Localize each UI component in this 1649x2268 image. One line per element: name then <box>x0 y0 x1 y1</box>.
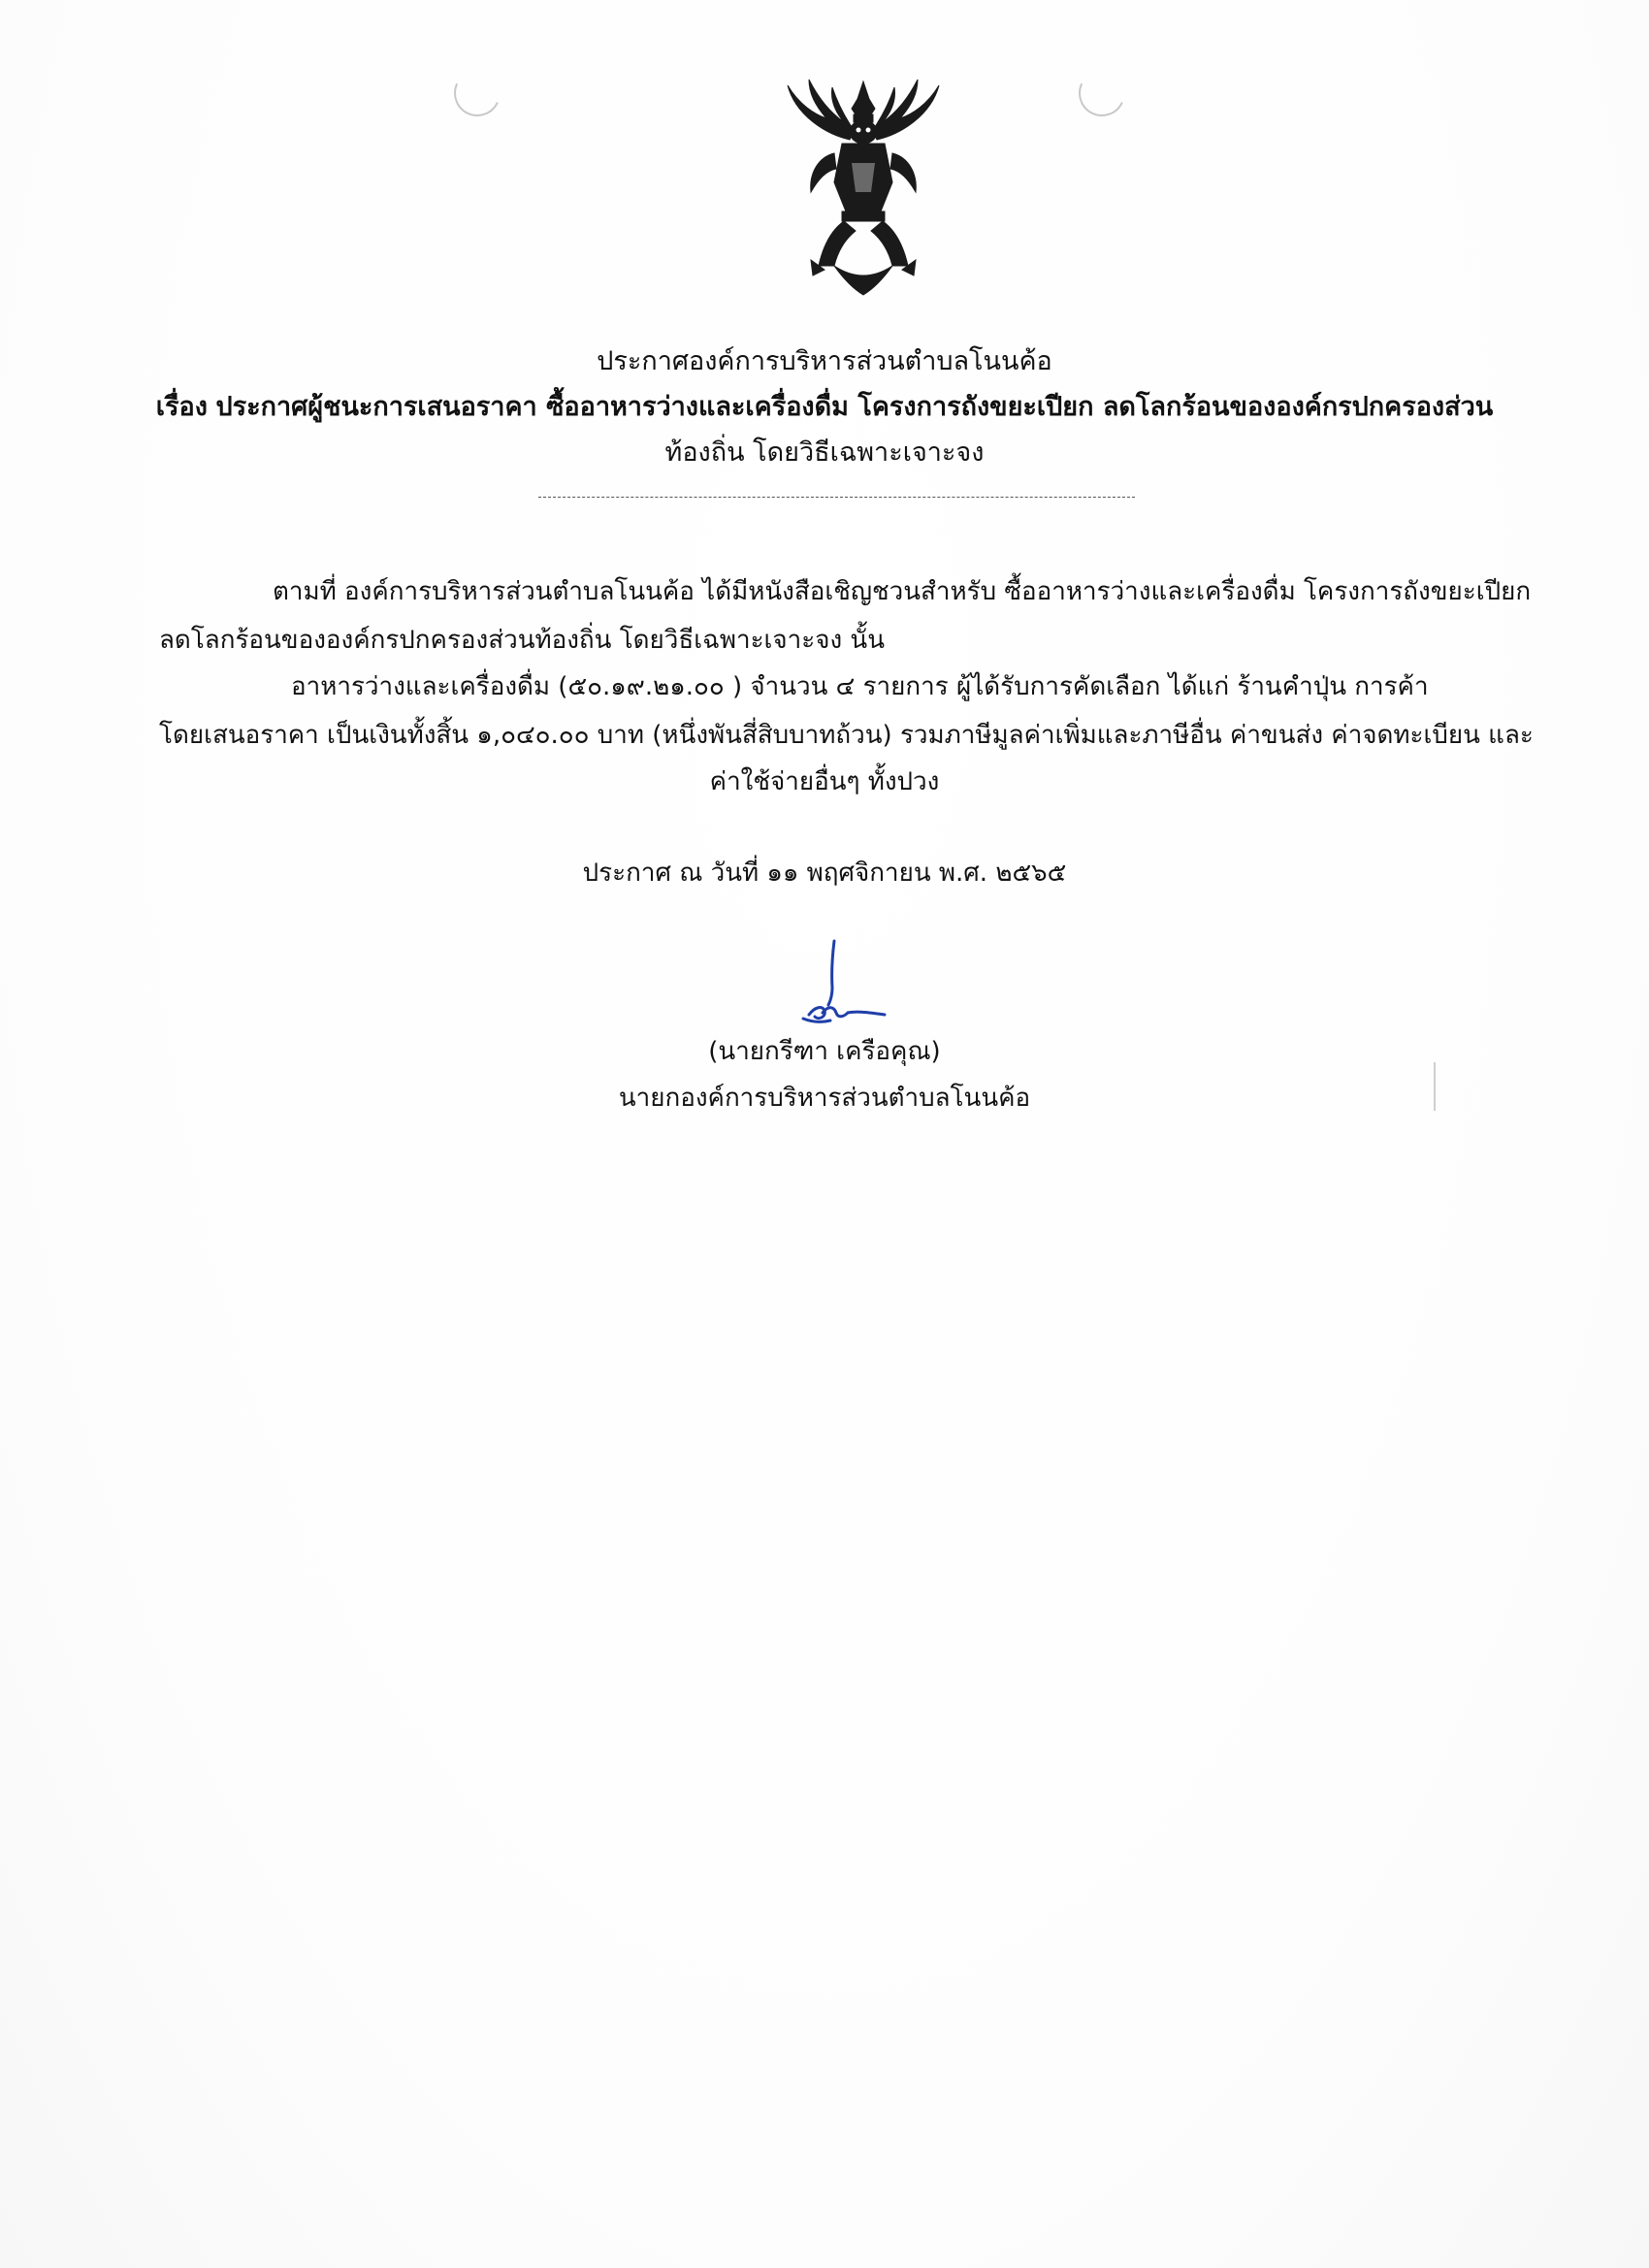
header-divider <box>538 497 1135 498</box>
announcement-title: ประกาศองค์การบริหารส่วนตำบลโนนค้อ <box>597 346 1052 376</box>
subject-text: ประกาศผู้ชนะการเสนอราคา ซื้ออาหารว่างและเครื่องดื่ม โครงการถังขยะเปียก ลดโลกร้อนขององค์กรปกครองส่วน <box>215 392 1494 422</box>
announcement-subject <box>0 388 1649 427</box>
body-paragraph-line: ลดโลกร้อนขององค์กรปกครองส่วนท้องถิ่น โดยวิธีเฉพาะเจาะจง นั้น <box>159 626 885 655</box>
subject-label: เรื่อง <box>155 392 208 422</box>
body-paragraph-line: โดยเสนอราคา เป็นเงินทั้งสิ้น ๑,๐๔๐.๐๐ บาท (หนึ่งพันสี่สิบบาทถ้วน) รวมภาษีมูลค่าเพิ่มและภาษีอื่น ค่าขนส่ง ค่าจดทะเบียน และ <box>159 721 1534 750</box>
announcement-date: ประกาศ ณ วันที่ ๑๑ พฤศจิกายน พ.ศ. ๒๕๖๕ <box>582 859 1067 888</box>
garuda-emblem-icon <box>766 76 960 299</box>
signatory-title: นายกองค์การบริหารส่วนตำบลโนนค้อ <box>618 1084 1031 1113</box>
announcement-subject-continued: ท้องถิ่น โดยวิธีเฉพาะเจาะจง <box>664 437 985 468</box>
signatory-name: (นายกรีฑา เครือคุณ) <box>708 1037 941 1066</box>
body-paragraph-line: ค่าใช้จ่ายอื่นๆ ทั้งปวง <box>709 767 940 796</box>
body-paragraph-line: อาหารว่างและเครื่องดื่ม (๕๐.๑๙.๒๑.๐๐ ) จำนวน ๔ รายการ ผู้ได้รับการคัดเลือก ได้แก่ ร้านคำปุ่น การค้า <box>291 672 1429 701</box>
body-paragraph-line: ตามที่ องค์การบริหารส่วนตำบลโนนค้อ ได้มีหนังสือเชิญชวนสำหรับ ซื้ออาหารว่างและเครื่องดื่ม โครงการถังขยะเปียก <box>273 577 1532 606</box>
handwritten-signature <box>784 937 890 1034</box>
margin-scan-mark <box>1434 1062 1436 1111</box>
